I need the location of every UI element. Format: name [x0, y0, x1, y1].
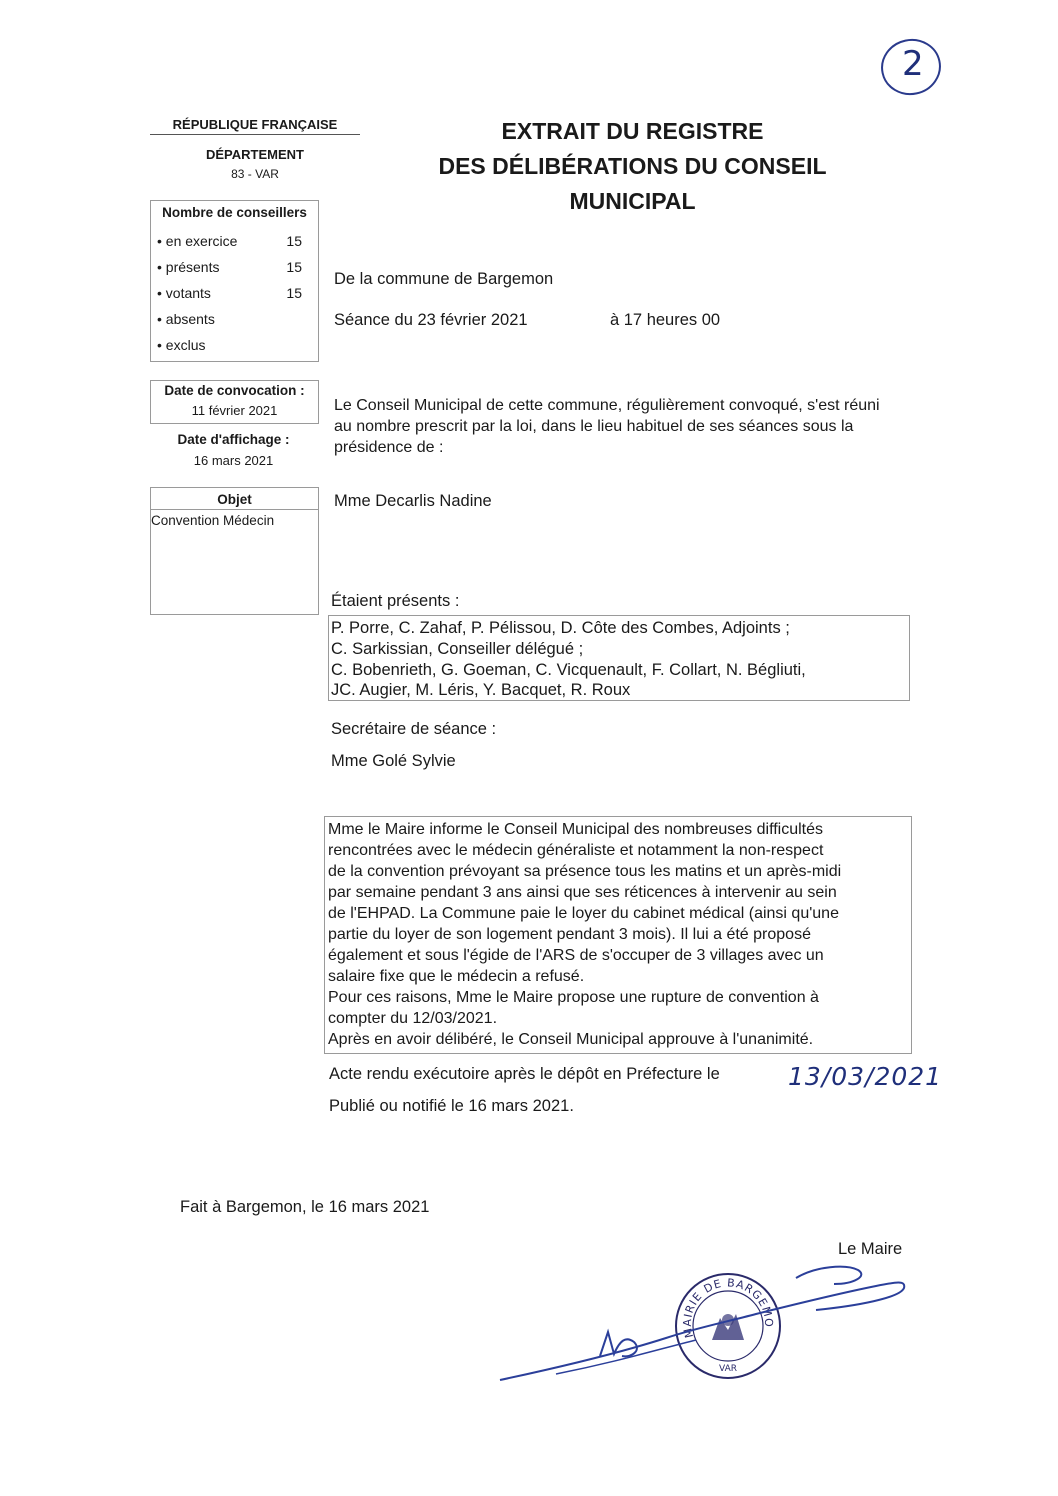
councillors-box — [150, 200, 319, 362]
deliberation-line: Mme le Maire informe le Conseil Municipal des nombreuses difficultés — [328, 821, 824, 838]
deliberation-line: également et sous l'égide de l'ARS de s'occuper de 3 villages avec un — [328, 947, 824, 964]
councillor-row-label: • présents — [157, 259, 220, 275]
signature-scribble-icon — [496, 1258, 916, 1388]
councillor-row-present — [157, 259, 308, 275]
present-line-2: C. Sarkissian, Conseiller délégué ; — [331, 640, 584, 658]
convocation-box — [150, 380, 319, 424]
stamp-text: MAIRIE DE BARGEMO — [680, 1276, 776, 1340]
department-value: 83 - VAR — [231, 167, 279, 181]
councillor-row-label: • en exercice — [157, 233, 238, 249]
deliberation-line: partie du loyer de son logement pendant 3 mois). Il lui a été proposé — [328, 926, 811, 943]
deliberation-line: compter du 12/03/2021. — [328, 1010, 498, 1027]
councillor-row-label: • exclus — [157, 337, 206, 353]
present-line-1: P. Porre, C. Zahaf, P. Pélissou, D. Côte des Combes, Adjoints ; — [331, 619, 790, 637]
page-number-mark — [878, 34, 944, 100]
deliberation-line: Après en avoir délibéré, le Conseil Municipal approuve à l'unanimité. — [328, 1031, 814, 1048]
deliberation-line: de la convention prévoyant sa présence tous les matins et un après-midi — [328, 863, 842, 880]
session-time: à 17 heures 00 — [610, 311, 721, 329]
councillor-row-absent — [157, 311, 308, 327]
deliberation-line: rencontrées avec le médecin généraliste et notamment la non-respect — [328, 842, 824, 859]
commune-line: De la commune de Bargemon — [334, 270, 554, 288]
present-line-4: JC. Augier, M. Léris, Y. Bacquet, R. Roux — [331, 681, 631, 699]
convocation-label: Date de convocation : — [164, 383, 305, 398]
councillors-heading: Nombre de conseillers — [162, 205, 307, 220]
stamp-bottom-text: VAR — [719, 1364, 737, 1374]
present-line-3: C. Bobenrieth, G. Goeman, C. Vicquenault, F. Collart, N. Bégliuti, — [331, 661, 806, 679]
document-title — [380, 114, 885, 219]
deliberation-box — [324, 816, 912, 1054]
councillor-row-value: 15 — [286, 233, 302, 249]
handwritten-date: 13/03/2021 — [788, 1062, 943, 1091]
councillor-row-in-office — [157, 233, 308, 249]
secretary-label: Secrétaire de séance : — [331, 720, 497, 738]
councillor-row-value: 15 — [286, 285, 302, 301]
object-heading: Objet — [151, 492, 318, 510]
object-box — [150, 487, 319, 615]
councillor-row-label: • absents — [157, 311, 215, 327]
signatory-label: Le Maire — [838, 1240, 903, 1258]
affichage-date: 16 mars 2021 — [193, 453, 274, 468]
affichage-label: Date d'affichage : — [177, 432, 290, 447]
executory-line: Acte rendu exécutoire après le dépôt en Préfecture le — [329, 1065, 720, 1083]
title-line-3: MUNICIPAL — [569, 188, 696, 214]
councillor-row-value: 15 — [286, 259, 302, 275]
mayor-signature — [496, 1258, 916, 1388]
session-date: Séance du 23 février 2021 — [334, 311, 528, 329]
deliberation-line: salaire fixe que le médecin a refusé. — [328, 968, 585, 985]
present-members-box — [328, 615, 910, 701]
object-value: Convention Médecin — [151, 513, 275, 528]
president-name: Mme Decarlis Nadine — [334, 492, 492, 510]
title-line-1: EXTRAIT DU REGISTRE — [501, 118, 764, 144]
present-label: Étaient présents : — [331, 592, 460, 610]
councillor-row-label: • votants — [157, 285, 211, 301]
meeting-intro: Le Conseil Municipal de cette commune, régulièrement convoqué, s'est réuni au nombre prescrit par la loi, dans le lieu habituel de ses séances sous la présidence de : — [334, 397, 880, 456]
done-at-line: Fait à Bargemon, le 16 mars 2021 — [180, 1198, 430, 1216]
councillor-row-excluded — [157, 337, 308, 353]
republic-label: RÉPUBLIQUE FRANÇAISE — [150, 117, 360, 135]
deliberation-line: de l'EHPAD. La Commune paie le loyer du cabinet médical (ainsi qu'une — [328, 905, 839, 922]
convocation-date: 11 février 2021 — [191, 403, 278, 418]
deliberation-line: par semaine pendant 3 ans ainsi que ses réticences à intervenir au sein — [328, 884, 837, 901]
page-number-value: 2 — [902, 44, 924, 84]
title-line-2: DES DÉLIBÉRATIONS DU CONSEIL — [438, 153, 827, 179]
published-line: Publié ou notifié le 16 mars 2021. — [329, 1097, 574, 1115]
councillor-row-voters — [157, 285, 308, 301]
secretary-name: Mme Golé Sylvie — [331, 752, 456, 770]
deliberation-line: Pour ces raisons, Mme le Maire propose une rupture de convention à — [328, 989, 819, 1006]
department-label: DÉPARTEMENT — [206, 147, 304, 162]
